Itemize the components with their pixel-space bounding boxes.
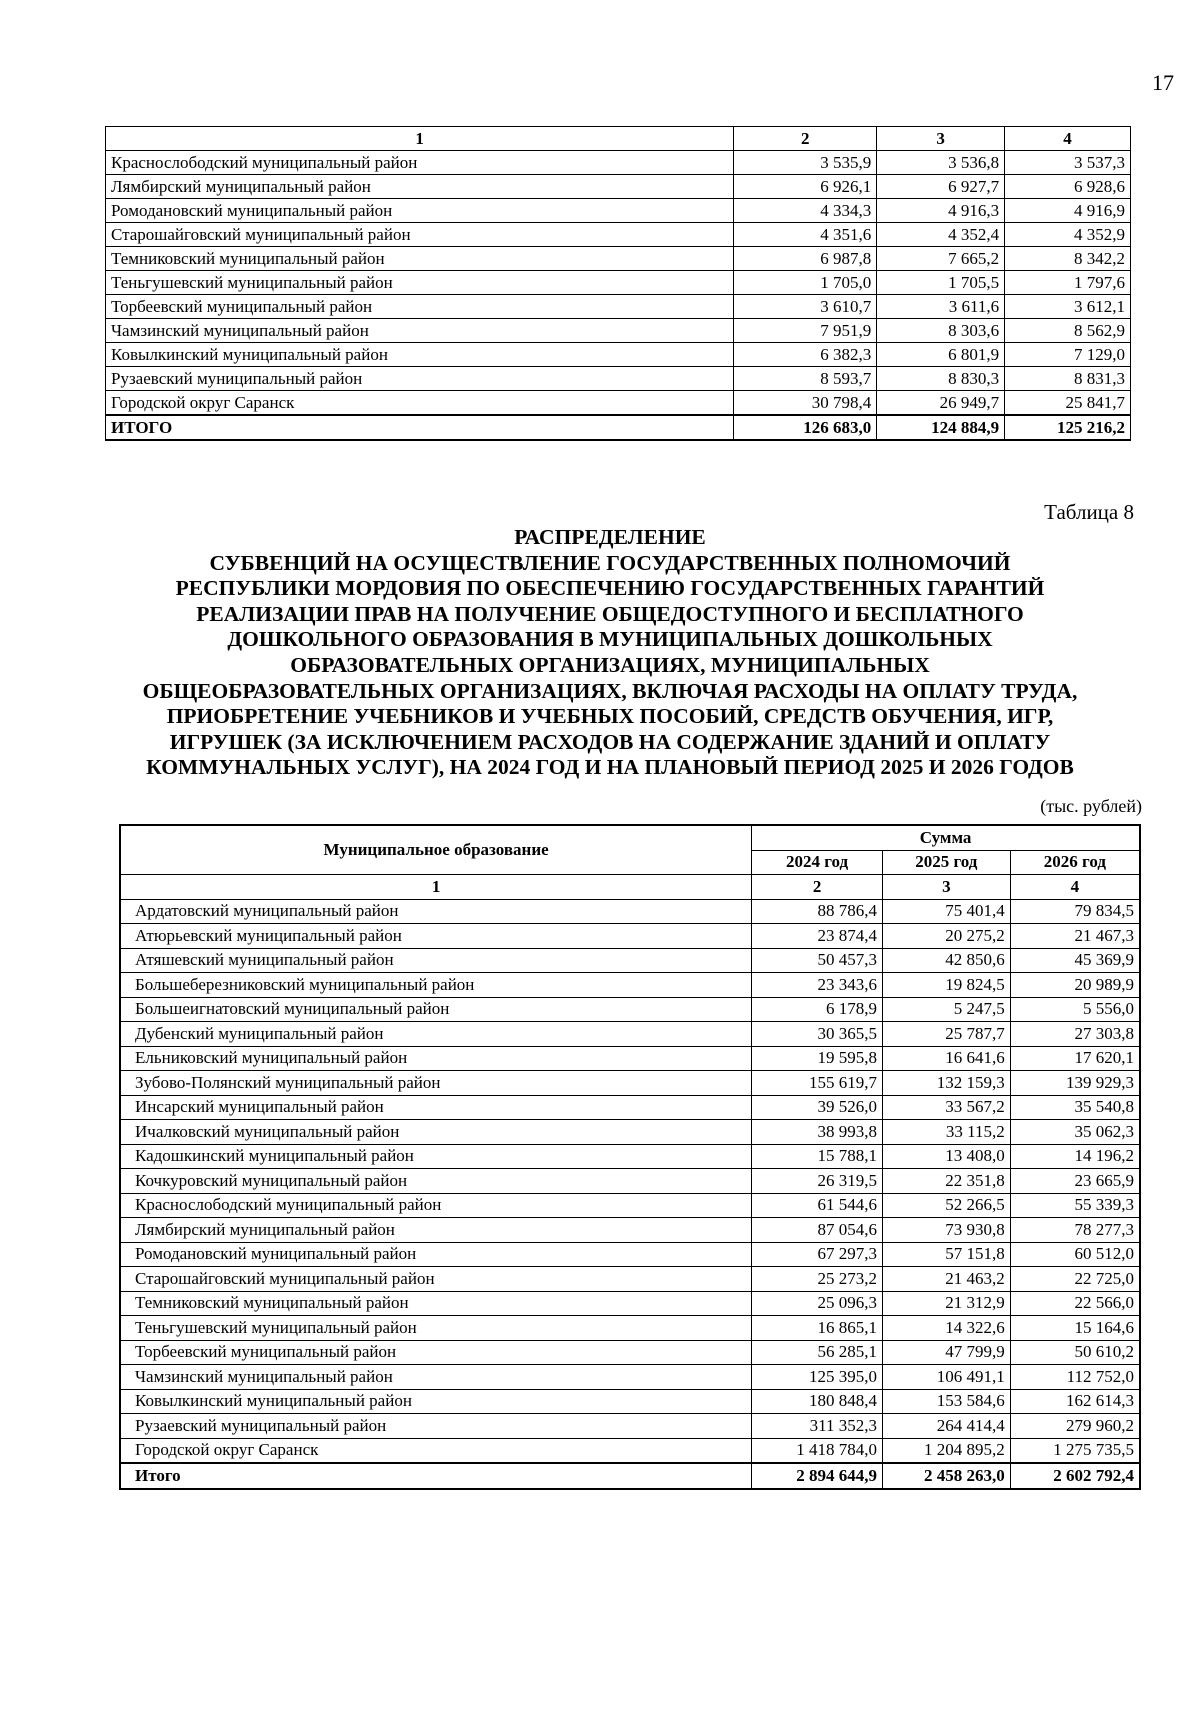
table-row: [120, 1438, 1140, 1463]
amount-cell: 6 801,9: [877, 343, 1005, 367]
amount-cell: 26 319,5: [752, 1169, 883, 1194]
table-row: [120, 1291, 1140, 1316]
amount-cell: 6 926,1: [734, 175, 877, 199]
amount-cell: 16 865,1: [752, 1316, 883, 1341]
column-header-sum: Сумма: [752, 825, 1140, 850]
amount-cell: 132 159,3: [882, 1071, 1010, 1096]
table-row: [120, 1340, 1140, 1365]
amount-cell: 311 352,3: [752, 1414, 883, 1439]
municipality-name: Ельниковский муниципальный район: [120, 1046, 752, 1071]
municipality-name: Теньгушевский муниципальный район: [106, 271, 734, 295]
amount-cell: 19 595,8: [752, 1046, 883, 1071]
municipality-name: Теньгушевский муниципальный район: [120, 1316, 752, 1341]
municipality-name: Ковылкинский муниципальный район: [120, 1389, 752, 1414]
table-row: [120, 1218, 1140, 1243]
table-row: [106, 271, 1131, 295]
amount-cell: 30 365,5: [752, 1022, 883, 1047]
amount-cell: 6 178,9: [752, 997, 883, 1022]
column-header-year: 2026 год: [1010, 850, 1140, 875]
municipality-name: Кадошкинский муниципальный район: [120, 1144, 752, 1169]
municipality-name: Большеберезниковский муниципальный район: [120, 973, 752, 998]
table-row: [106, 223, 1131, 247]
amount-cell: 5 556,0: [1010, 997, 1140, 1022]
amount-cell: 23 874,4: [752, 924, 883, 949]
amount-cell: 17 620,1: [1010, 1046, 1140, 1071]
amount-cell: 6 382,3: [734, 343, 877, 367]
amount-cell: 60 512,0: [1010, 1242, 1140, 1267]
amount-cell: 4 352,4: [877, 223, 1005, 247]
units-note: (тыс. рублей): [1040, 796, 1142, 816]
title-line: РАСПРЕДЕЛЕНИЕ: [514, 525, 706, 549]
amount-cell: 35 062,3: [1010, 1120, 1140, 1145]
column-number: 2: [734, 127, 877, 151]
amount-cell: 7 665,2: [877, 247, 1005, 271]
table-row: [106, 175, 1131, 199]
amount-cell: 79 834,5: [1010, 899, 1140, 924]
amount-cell: 22 725,0: [1010, 1267, 1140, 1292]
amount-cell: 19 824,5: [882, 973, 1010, 998]
table-row: [120, 1095, 1140, 1120]
amount-cell: 38 993,8: [752, 1120, 883, 1145]
municipality-name: Краснослободский муниципальный район: [106, 151, 734, 175]
title-line: КОММУНАЛЬНЫХ УСЛУГ), НА 2024 ГОД И НА ПЛАНОВЫЙ ПЕРИОД 2025 И 2026 ГОДОВ: [146, 755, 1074, 780]
municipality-name: Старошайговский муниципальный район: [120, 1267, 752, 1292]
amount-cell: 78 277,3: [1010, 1218, 1140, 1243]
amount-cell: 106 491,1: [882, 1365, 1010, 1390]
table-row: [120, 1414, 1140, 1439]
amount-cell: 3 537,3: [1005, 151, 1131, 175]
column-header-year: 2024 год: [752, 850, 883, 875]
amount-cell: 25 273,2: [752, 1267, 883, 1292]
amount-cell: 4 916,3: [877, 199, 1005, 223]
amount-cell: 3 535,9: [734, 151, 877, 175]
amount-cell: 20 989,9: [1010, 973, 1140, 998]
table-row: [120, 1022, 1140, 1047]
municipality-name: Городской округ Саранск: [106, 391, 734, 416]
table-row: [120, 973, 1140, 998]
amount-cell: 22 566,0: [1010, 1291, 1140, 1316]
column-number: 4: [1010, 875, 1140, 900]
amount-cell: 7 951,9: [734, 319, 877, 343]
amount-cell: 57 151,8: [882, 1242, 1010, 1267]
amount-cell: 13 408,0: [882, 1144, 1010, 1169]
amount-cell: 33 567,2: [882, 1095, 1010, 1120]
column-number: 1: [106, 127, 734, 151]
column-header-year: 2025 год: [882, 850, 1010, 875]
column-number: 4: [1005, 127, 1131, 151]
amount-cell: 8 342,2: [1005, 247, 1131, 271]
municipality-name: Городской округ Саранск: [120, 1438, 752, 1463]
municipality-name: Ковылкинский муниципальный район: [106, 343, 734, 367]
title-line: ИГРУШЕК (ЗА ИСКЛЮЧЕНИЕМ РАСХОДОВ НА СОДЕРЖАНИЕ ЗДАНИЙ И ОПЛАТУ: [169, 729, 1051, 754]
amount-cell: 3 536,8: [877, 151, 1005, 175]
municipality-name: Торбеевский муниципальный район: [120, 1340, 752, 1365]
amount-cell: 3 612,1: [1005, 295, 1131, 319]
municipality-name: Темниковский муниципальный район: [106, 247, 734, 271]
amount-cell: 7 129,0: [1005, 343, 1131, 367]
table-row: [120, 1365, 1140, 1390]
column-numbering-row: [120, 875, 1140, 900]
amount-cell: 1 418 784,0: [752, 1438, 883, 1463]
amount-cell: 126 683,0: [734, 415, 877, 440]
table-row: [120, 948, 1140, 973]
amount-cell: 3 611,6: [877, 295, 1005, 319]
amount-cell: 8 303,6: [877, 319, 1005, 343]
title-line: СУБВЕНЦИЙ НА ОСУЩЕСТВЛЕНИЕ ГОСУДАРСТВЕННЫХ ПОЛНОМОЧИЙ: [209, 550, 1011, 575]
amount-cell: 21 463,2: [882, 1267, 1010, 1292]
table-row: [106, 343, 1131, 367]
municipality-name: Рузаевский муниципальный район: [106, 367, 734, 391]
amount-cell: 67 297,3: [752, 1242, 883, 1267]
municipality-name: Дубенский муниципальный район: [120, 1022, 752, 1047]
table-row: [120, 1144, 1140, 1169]
amount-cell: 155 619,7: [752, 1071, 883, 1096]
amount-cell: 180 848,4: [752, 1389, 883, 1414]
table-row: [106, 391, 1131, 416]
municipality-name: Атяшевский муниципальный район: [120, 948, 752, 973]
amount-cell: 52 266,5: [882, 1193, 1010, 1218]
amount-cell: 16 641,6: [882, 1046, 1010, 1071]
title-line: ДОШКОЛЬНОГО ОБРАЗОВАНИЯ В МУНИЦИПАЛЬНЫХ ДОШКОЛЬНЫХ: [227, 627, 993, 652]
amount-cell: 112 752,0: [1010, 1365, 1140, 1390]
table-row: [106, 151, 1131, 175]
amount-cell: 6 928,6: [1005, 175, 1131, 199]
municipality-name: Торбеевский муниципальный район: [106, 295, 734, 319]
amount-cell: 55 339,3: [1010, 1193, 1140, 1218]
table-caption: Таблица 8: [1044, 500, 1134, 524]
amount-cell: 23 665,9: [1010, 1169, 1140, 1194]
amount-cell: 25 841,7: [1005, 391, 1131, 416]
amount-cell: 1 705,5: [877, 271, 1005, 295]
column-number: 3: [877, 127, 1005, 151]
amount-cell: 4 352,9: [1005, 223, 1131, 247]
column-number: 2: [752, 875, 883, 900]
amount-cell: 14 196,2: [1010, 1144, 1140, 1169]
municipality-name: Чамзинский муниципальный район: [120, 1365, 752, 1390]
amount-cell: 2 458 263,0: [882, 1463, 1010, 1489]
title-line: РЕАЛИЗАЦИИ ПРАВ НА ПОЛУЧЕНИЕ ОБЩЕДОСТУПНОГО И БЕСПЛАТНОГО: [196, 601, 1024, 626]
title-line: ПРИОБРЕТЕНИЕ УЧЕБНИКОВ И УЧЕБНЫХ ПОСОБИЙ, СРЕДСТВ ОБУЧЕНИЯ, ИГР,: [166, 704, 1054, 729]
table-row: [106, 319, 1131, 343]
municipality-name: Зубово-Полянский муниципальный район: [120, 1071, 752, 1096]
amount-cell: 264 414,4: [882, 1414, 1010, 1439]
municipality-name: Атюрьевский муниципальный район: [120, 924, 752, 949]
amount-cell: 124 884,9: [877, 415, 1005, 440]
amount-cell: 162 614,3: [1010, 1389, 1140, 1414]
municipality-name: Большеигнатовский муниципальный район: [120, 997, 752, 1022]
total-row: [106, 415, 1131, 440]
table-header-row: [106, 127, 1131, 151]
municipality-name: Инсарский муниципальный район: [120, 1095, 752, 1120]
table-row: [120, 1046, 1140, 1071]
amount-cell: 20 275,2: [882, 924, 1010, 949]
municipality-name: Кочкуровский муниципальный район: [120, 1169, 752, 1194]
amount-cell: 75 401,4: [882, 899, 1010, 924]
municipality-name: Итого: [120, 1463, 752, 1489]
amount-cell: 279 960,2: [1010, 1414, 1140, 1439]
amount-cell: 39 526,0: [752, 1095, 883, 1120]
amount-cell: 30 798,4: [734, 391, 877, 416]
table-row: [120, 1389, 1140, 1414]
column-number: 1: [120, 875, 752, 900]
amount-cell: 8 831,3: [1005, 367, 1131, 391]
amount-cell: 153 584,6: [882, 1389, 1010, 1414]
amount-cell: 33 115,2: [882, 1120, 1010, 1145]
amount-cell: 87 054,6: [752, 1218, 883, 1243]
table-row: [120, 1169, 1140, 1194]
amount-cell: 25 787,7: [882, 1022, 1010, 1047]
amount-cell: 25 096,3: [752, 1291, 883, 1316]
amount-cell: 27 303,8: [1010, 1022, 1140, 1047]
amount-cell: 23 343,6: [752, 973, 883, 998]
table-row: [120, 1316, 1140, 1341]
municipality-name: Лямбирский муниципальный район: [120, 1218, 752, 1243]
municipality-name: Темниковский муниципальный район: [120, 1291, 752, 1316]
amount-cell: 47 799,9: [882, 1340, 1010, 1365]
amount-cell: 4 334,3: [734, 199, 877, 223]
title-line: ОБЩЕОБРАЗОВАТЕЛЬНЫХ ОРГАНИЗАЦИЯХ, ВКЛЮЧАЯ РАСХОДЫ НА ОПЛАТУ ТРУДА,: [142, 678, 1078, 703]
column-header-municipality: Муниципальное образование: [120, 825, 752, 875]
amount-cell: 42 850,6: [882, 948, 1010, 973]
municipality-name: Ичалковский муниципальный район: [120, 1120, 752, 1145]
table-row: [120, 1242, 1140, 1267]
amount-cell: 15 164,6: [1010, 1316, 1140, 1341]
amount-cell: 88 786,4: [752, 899, 883, 924]
table-row: [106, 199, 1131, 223]
title-line: ОБРАЗОВАТЕЛЬНЫХ ОРГАНИЗАЦИЯХ, МУНИЦИПАЛЬНЫХ: [290, 652, 930, 677]
table-row: [120, 1267, 1140, 1292]
amount-cell: 6 987,8: [734, 247, 877, 271]
municipality-name: Рузаевский муниципальный район: [120, 1414, 752, 1439]
amount-cell: 50 610,2: [1010, 1340, 1140, 1365]
amount-cell: 1 204 895,2: [882, 1438, 1010, 1463]
amount-cell: 5 247,5: [882, 997, 1010, 1022]
amount-cell: 45 369,9: [1010, 948, 1140, 973]
table-row: [120, 1193, 1140, 1218]
municipality-name: Ромодановский муниципальный район: [120, 1242, 752, 1267]
page-number: 17: [1152, 70, 1174, 95]
subvention-table: [119, 824, 1141, 1490]
amount-cell: 3 610,7: [734, 295, 877, 319]
table-row: [106, 367, 1131, 391]
amount-cell: 4 351,6: [734, 223, 877, 247]
column-number: 3: [882, 875, 1010, 900]
table-row: [120, 924, 1140, 949]
municipality-name: Ардатовский муниципальный район: [120, 899, 752, 924]
amount-cell: 21 467,3: [1010, 924, 1140, 949]
municipality-name: Лямбирский муниципальный район: [106, 175, 734, 199]
table-row: [120, 1120, 1140, 1145]
amount-cell: 8 593,7: [734, 367, 877, 391]
table-row: [106, 247, 1131, 271]
municipality-name: Чамзинский муниципальный район: [106, 319, 734, 343]
amount-cell: 1 275 735,5: [1010, 1438, 1140, 1463]
amount-cell: 73 930,8: [882, 1218, 1010, 1243]
amount-cell: 21 312,9: [882, 1291, 1010, 1316]
amount-cell: 1 705,0: [734, 271, 877, 295]
amount-cell: 61 544,6: [752, 1193, 883, 1218]
amount-cell: 2 894 644,9: [752, 1463, 883, 1489]
table-continuation: [105, 126, 1131, 441]
amount-cell: 8 830,3: [877, 367, 1005, 391]
table-row: [120, 1071, 1140, 1096]
amount-cell: 4 916,9: [1005, 199, 1131, 223]
municipality-name: Краснослободский муниципальный район: [120, 1193, 752, 1218]
amount-cell: 139 929,3: [1010, 1071, 1140, 1096]
amount-cell: 22 351,8: [882, 1169, 1010, 1194]
amount-cell: 1 797,6: [1005, 271, 1131, 295]
amount-cell: 56 285,1: [752, 1340, 883, 1365]
amount-cell: 14 322,6: [882, 1316, 1010, 1341]
amount-cell: 125 216,2: [1005, 415, 1131, 440]
amount-cell: 8 562,9: [1005, 319, 1131, 343]
table-row: [120, 997, 1140, 1022]
amount-cell: 35 540,8: [1010, 1095, 1140, 1120]
document-title: [90, 525, 1130, 781]
table-row: [120, 899, 1140, 924]
municipality-name: ИТОГО: [106, 415, 734, 440]
amount-cell: 2 602 792,4: [1010, 1463, 1140, 1489]
amount-cell: 125 395,0: [752, 1365, 883, 1390]
total-row: [120, 1463, 1140, 1489]
amount-cell: 6 927,7: [877, 175, 1005, 199]
municipality-name: Ромодановский муниципальный район: [106, 199, 734, 223]
amount-cell: 50 457,3: [752, 948, 883, 973]
title-line: РЕСПУБЛИКИ МОРДОВИЯ ПО ОБЕСПЕЧЕНИЮ ГОСУДАРСТВЕННЫХ ГАРАНТИЙ: [175, 576, 1045, 601]
amount-cell: 15 788,1: [752, 1144, 883, 1169]
amount-cell: 26 949,7: [877, 391, 1005, 416]
table-row: [106, 295, 1131, 319]
municipality-name: Старошайговский муниципальный район: [106, 223, 734, 247]
